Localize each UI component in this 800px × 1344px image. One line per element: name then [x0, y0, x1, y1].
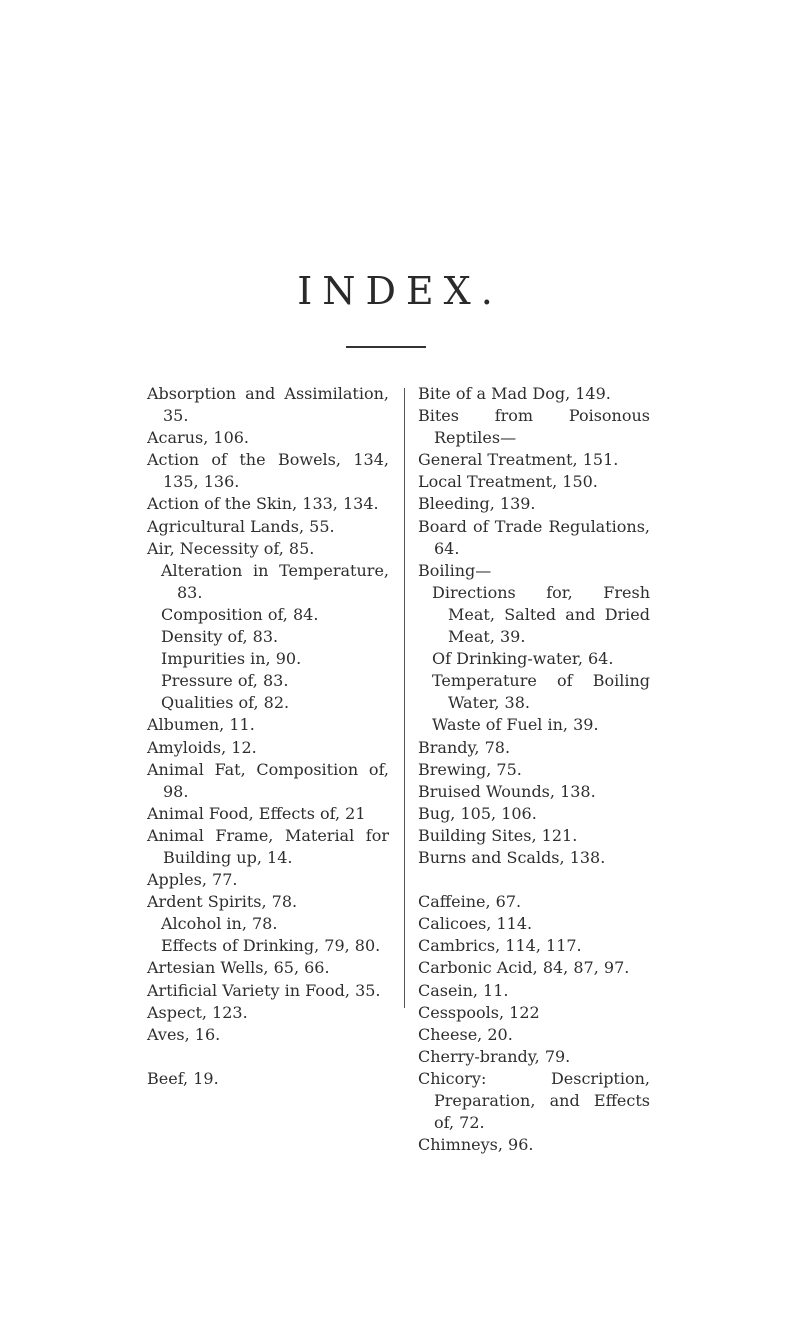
- index-entry: Cherry-brandy, 79.: [418, 1046, 571, 1066]
- index-subentry: Pressure of, 83.: [161, 671, 289, 691]
- index-entry: Local Treatment, 150.: [418, 472, 598, 492]
- index-column-left: [147, 383, 389, 1090]
- index-entry: Chimneys, 96.: [418, 1135, 534, 1155]
- index-entry: Burns and Scalds, 138.: [418, 847, 606, 867]
- index-subentry: Density of, 83.: [161, 627, 279, 647]
- index-entry: Board of Trade Regulations, 64.: [418, 516, 650, 558]
- column-divider: [404, 388, 405, 1008]
- index-entry: Brandy, 78.: [418, 737, 511, 757]
- index-subentry: Directions for, Fresh Meat, Salted and Dried Meat, 39.: [432, 582, 650, 647]
- index-entry: Animal Frame, Material for Building up, 14.: [147, 825, 389, 867]
- index-subentry: Temperature of Boiling Water, 38.: [432, 671, 650, 713]
- index-section-gap: [147, 1046, 389, 1068]
- index-subentry: Effects of Drinking, 79, 80.: [161, 936, 381, 956]
- index-entry: Aspect, 123.: [147, 1002, 248, 1022]
- index-entry: Brewing, 75.: [418, 759, 522, 779]
- index-entry: Calicoes, 114.: [418, 914, 533, 934]
- index-entry: Bleeding, 139.: [418, 494, 536, 514]
- index-subentry: Composition of, 84.: [161, 604, 319, 624]
- index-entry: Air, Necessity of, 85.: [147, 538, 315, 558]
- index-entry: Boiling—: [418, 560, 492, 580]
- index-entry: Cesspools, 122: [418, 1002, 540, 1022]
- index-entry: Animal Food, Effects of, 21: [147, 803, 366, 823]
- title-rule: [346, 346, 426, 348]
- index-entry: Cheese, 20.: [418, 1024, 513, 1044]
- index-entry: Cambrics, 114, 117.: [418, 936, 582, 956]
- index-subentry: Impurities in, 90.: [161, 649, 302, 669]
- index-entry: General Treatment, 151.: [418, 450, 619, 470]
- index-entry: Artificial Variety in Food, 35.: [147, 980, 381, 1000]
- index-entry: Bite of a Mad Dog, 149.: [418, 384, 611, 403]
- index-entry: Artesian Wells, 65, 66.: [147, 958, 330, 978]
- index-entry: Caffeine, 67.: [418, 892, 522, 912]
- index-entry: Beef, 19.: [147, 1068, 219, 1088]
- index-entry: Agricultural Lands, 55.: [147, 516, 335, 536]
- index-subentry: Waste of Fuel in, 39.: [432, 715, 599, 735]
- index-entry: Apples, 77.: [147, 870, 238, 890]
- index-subentry: Qualities of, 82.: [161, 693, 290, 713]
- index-entry: Absorption and Assimilation, 35.: [147, 384, 389, 426]
- index-section-gap: [418, 869, 650, 891]
- index-entry: Carbonic Acid, 84, 87, 97.: [418, 958, 630, 978]
- index-entry: Amyloids, 12.: [147, 737, 257, 757]
- index-subentry: Alteration in Temperature, 83.: [161, 560, 389, 602]
- index-entry: Casein, 11.: [418, 980, 509, 1000]
- index-entry: Chicory: Description, Preparation, and Effects of, 72.: [418, 1068, 650, 1133]
- index-subentry: Of Drinking-water, 64.: [432, 649, 614, 669]
- index-entry: Action of the Skin, 133, 134.: [147, 494, 379, 514]
- page-title: INDEX.: [297, 269, 503, 313]
- index-entry: Bites from Poisonous Reptiles—: [418, 406, 650, 448]
- index-entry: Animal Fat, Composition of, 98.: [147, 759, 389, 801]
- index-entry: Albumen, 11.: [147, 715, 255, 735]
- index-entry: Building Sites, 121.: [418, 825, 578, 845]
- index-entry: Aves, 16.: [147, 1024, 221, 1044]
- index-entry: Acarus, 106.: [147, 428, 250, 448]
- index-entry: Ardent Spirits, 78.: [147, 892, 298, 912]
- index-entry: Bug, 105, 106.: [418, 803, 537, 823]
- index-entry: Bruised Wounds, 138.: [418, 781, 596, 801]
- index-entry: Action of the Bowels, 134, 135, 136.: [147, 450, 389, 492]
- index-column-right: [418, 383, 650, 1156]
- index-subentry: Alcohol in, 78.: [161, 914, 278, 934]
